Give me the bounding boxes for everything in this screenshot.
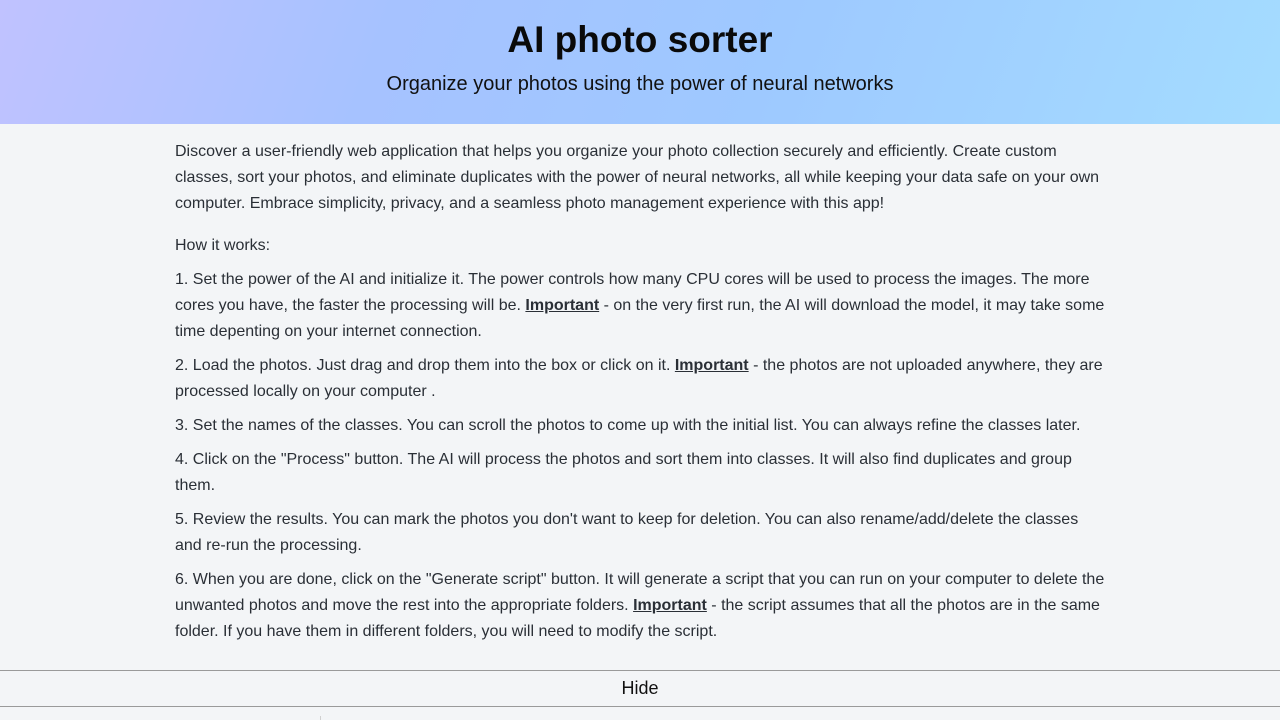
step-4: 4. Click on the "Process" button. The AI will process the photos and sort them into classes. It will also find duplicates and group them. bbox=[175, 451, 1072, 494]
step-1-text: 1. Set the power of the AI and initialize it. The power controls how many CPU cores will be used to process the images. The more cores you have, the faster the processing will be. bbox=[175, 271, 1090, 314]
page-header bbox=[0, 0, 1280, 124]
step-2-important: Important bbox=[674, 357, 749, 374]
step-6-note: - the script assumes that all the photos are in the same folder. If you have them in different folders, you will need to modify the script. bbox=[175, 597, 1100, 640]
step-1 bbox=[175, 267, 1105, 345]
step-3: 3. Set the names of the classes. You can scroll the photos to come up with the initial list. You can always refine the classes later. bbox=[175, 417, 1081, 434]
how-it-works-heading: How it works: bbox=[175, 237, 271, 254]
intro-paragraph: Discover a user-friendly web application that helps you organize your photo collection securely and efficiently. Create custom classes, sort your photos, and eliminate duplicates with the power of neural networks, all while keeping your data safe on your own computer. Embrace simplicity, privacy, and a seamless photo management experience with this app! bbox=[175, 143, 1100, 212]
step-5: 5. Review the results. You can mark the photos you don't want to keep for deletion. You can also rename/add/delete the classes and re-run the processing. bbox=[175, 511, 1079, 554]
page-title: AI photo sorter bbox=[507, 19, 773, 60]
step-6-text: 6. When you are done, click on the "Generate script" button. It will generate a script that you can run on your computer to delete the unwanted photos and move the rest into the appropriate folders. bbox=[175, 571, 1105, 614]
page-subtitle: Organize your photos using the power of neural networks bbox=[386, 73, 894, 95]
step-2-note: - the photos are not uploaded anywhere, they are processed locally on your computer . bbox=[175, 357, 1103, 400]
step-2-text: 2. Load the photos. Just drag and drop them into the box or click on it. bbox=[175, 357, 675, 374]
step-6-important: Important bbox=[633, 597, 707, 614]
instructions-panel bbox=[175, 124, 1105, 645]
bottom-strip bbox=[0, 707, 1280, 720]
step-2 bbox=[175, 353, 1105, 405]
step-6 bbox=[175, 567, 1105, 645]
step-1-important: Important bbox=[525, 297, 600, 314]
hide-button[interactable]: Hide bbox=[0, 670, 1280, 707]
panel-divider bbox=[320, 716, 321, 720]
step-1-note: - on the very first run, the AI will download the model, it may take some time depenting on your internet connection. bbox=[175, 297, 1105, 340]
